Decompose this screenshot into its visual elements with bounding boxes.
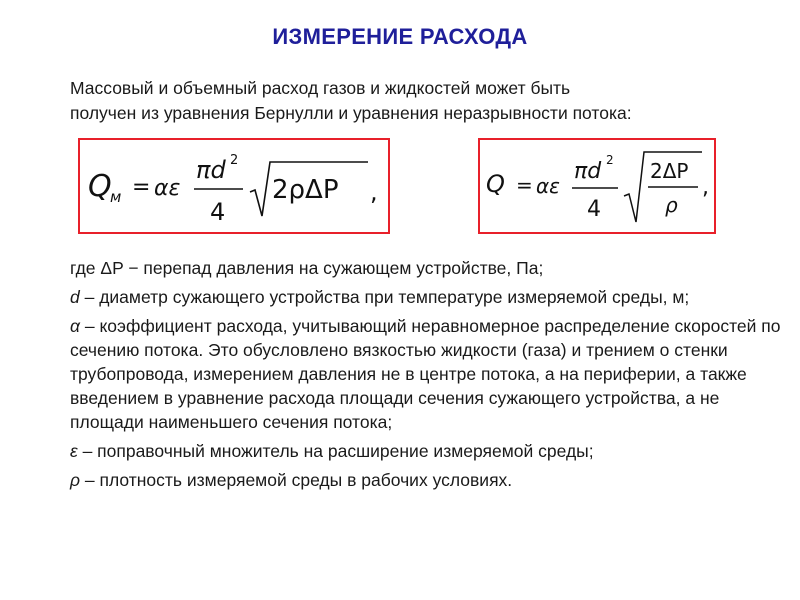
formula-numerator-exponent: 2: [606, 153, 614, 167]
formula-equals: =: [132, 175, 151, 200]
formula-equals: =: [516, 173, 533, 197]
formula-radicand: 2ρΔP: [272, 175, 339, 205]
formula-denominator: 4: [587, 197, 601, 222]
formula-denominator: 4: [210, 198, 226, 226]
definition-rho: [70, 468, 790, 492]
definition-text: где ΔP − перепад давления на сужающем устройстве, Па;: [70, 258, 544, 278]
intro-paragraph: [70, 76, 790, 126]
formula-numerator-exponent: 2: [230, 153, 239, 168]
definition-symbol: d: [70, 287, 80, 307]
page-title: ИЗМЕРЕНИЕ РАСХОДА: [272, 24, 528, 49]
mass-flow-formula-box: [78, 138, 390, 234]
definition-delta-p: [70, 256, 790, 280]
formula-numerator: πd: [196, 156, 226, 184]
definitions-list: [70, 256, 790, 497]
formula-lhs: Q: [88, 169, 112, 204]
definition-text: – диаметр сужающего устройства при температуре измеряемой среды, м;: [79, 287, 690, 307]
definition-symbol: α: [70, 316, 80, 336]
formula-numerator: πd: [574, 159, 602, 184]
definition-d: [70, 285, 790, 309]
formula-radicand-numerator: 2ΔP: [650, 159, 689, 183]
definition-text: – поправочный множитель на расширение измеряемой среды;: [77, 441, 594, 461]
volume-flow-formula-box: [478, 138, 716, 234]
formula-radicand-denominator: ρ: [665, 193, 678, 217]
definition-epsilon: [70, 439, 790, 463]
formula-lhs: Q: [486, 170, 505, 198]
definition-alpha: [70, 314, 790, 434]
definition-symbol: ρ: [70, 470, 81, 490]
formula-coefficient: αε: [536, 174, 560, 198]
formula-coefficient: αε: [154, 176, 181, 201]
definition-text: – коэффициент расхода, учитывающий неравномерное распределение скоростей по сечению потока. Это обусловлено вязкостью жидкости (газа) и трением о стенки трубопровода, измерением давления не в центре потока, а на периферии, а также введением в уравнение расхода площади сечения сужающего устройства, а не площади наименьшего сечения потока;: [70, 316, 781, 432]
definition-text: – плотность измеряемой среды в рабочих условиях.: [80, 470, 513, 490]
mass-flow-formula: [80, 140, 388, 232]
definition-symbol: ε: [70, 441, 78, 461]
intro-line-1: Массовый и объемный расход газов и жидкостей может быть: [70, 78, 571, 98]
formula-tail: ,: [702, 175, 709, 200]
formula-tail: ,: [370, 178, 378, 206]
volume-flow-formula: [480, 140, 714, 232]
intro-line-2: получен из уравнения Бернулли и уравнения неразрывности потока:: [70, 103, 632, 123]
formula-lhs-subscript: м: [110, 188, 122, 206]
